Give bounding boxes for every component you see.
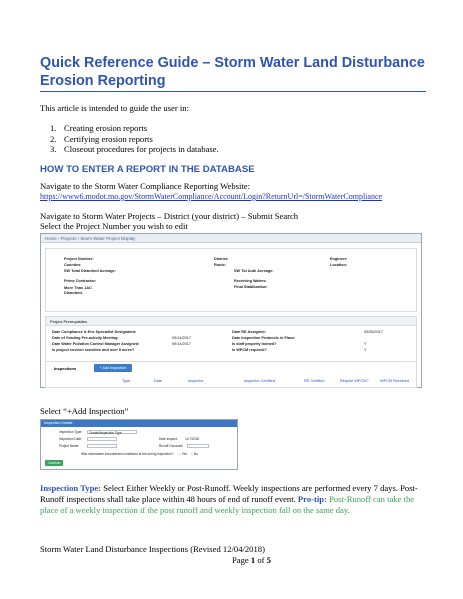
nav-projects-text: Navigate to Storm Water Projects – District (your district) – Submit Search xyxy=(40,211,299,221)
page-number: 1 xyxy=(250,555,256,565)
column-header[interactable]: Date xyxy=(154,379,163,383)
project-name-input[interactable] xyxy=(87,444,117,448)
column-header[interactable]: WPCM Received xyxy=(380,379,409,383)
field-label: Inspection Type: xyxy=(59,430,83,434)
page-total: 5 xyxy=(266,555,271,565)
project-prerequisites-card: Project Prerequisites Date Compliance & Env Specialist Designated: Date of Grading Pre-activity Meeting: Date Water Pollution Control Manager Assigned: Is project environ sensitive and over 5 acres? 09/14/2017 09/14/2017 Date RE Assigned: Date Inspection Protocols in Place: Is staff properly trained? Is WPCM required? 09/05/2017 Y Y Inspections + Add Inspection Type Date Inspector Inspector Certified RE Certified Require WPCM? WPCM Received xyxy=(45,316,417,388)
column-header[interactable]: Inspector Certified xyxy=(244,379,275,383)
inspection-details-screenshot xyxy=(40,419,238,470)
page-title: Quick Reference Guide – Storm Water Land Disturbance Erosion Reporting xyxy=(40,55,425,89)
field-label: Inspection Date: xyxy=(59,437,83,441)
list-item: 1. Creating erosion reports xyxy=(50,123,148,133)
runoff-occurred-input[interactable] xyxy=(187,444,209,448)
field-label: Runoff Occurred: xyxy=(159,444,184,448)
inspection-date-input[interactable] xyxy=(87,437,117,441)
breadcrumb: Home › Projects › Storm Water Project Display xyxy=(41,234,421,243)
pro-tip-label: Pro-tip: xyxy=(297,494,327,505)
date-inspect-value: 11/7/2018 xyxy=(185,437,199,441)
footer-line: Storm Water Land Disturbance Inspections (Revised 12/04/2018) xyxy=(40,544,265,554)
add-inspection-button[interactable]: + Add Inspection xyxy=(94,364,132,372)
project-info-card: Project Number: Counties: SW Total Disturbed Acreage: Prime Contractor: More Than 1AC Disturbed: District: Route: Engineer: Location: SW Tot Auth Acreage: Receiving Waters: Final Stabilization: xyxy=(45,248,417,312)
inspections-table-header xyxy=(46,377,416,387)
inspection-type-text: Select Either Weekly or Post-Runoff. Weekly inspections are performed every 7 days. Post-Runoff inspections shall take place within 48 hours of end of runoff event. xyxy=(40,483,418,505)
inspection-type-paragraph xyxy=(40,483,432,517)
inspection-details-header: Inspection Details xyxy=(41,420,237,427)
list-item: 2. Certifying erosion reports xyxy=(50,133,153,144)
section-heading: HOW TO ENTER A REPORT IN THE DATABASE xyxy=(40,164,255,175)
field-label: Project Name: xyxy=(59,444,80,448)
inspections-label: Inspections xyxy=(54,366,77,371)
field-label: Date Inspect: xyxy=(159,437,178,441)
option-yes[interactable]: ○ Yes xyxy=(179,452,187,456)
select-project-text: Select the Project Number you wish to edit xyxy=(40,221,188,231)
intro-text: This article is intended to guide the user in: xyxy=(40,103,189,113)
list-item: 3. Closeout procedures for projects in database. xyxy=(50,144,219,154)
encountered-question: Was stormwater encountered conditions at the during inspection? xyxy=(81,452,174,456)
column-header[interactable]: RE Certified xyxy=(304,379,325,383)
title-rule xyxy=(40,91,426,92)
column-header[interactable]: Type xyxy=(122,379,131,383)
guide-list xyxy=(50,123,219,155)
inspections-row xyxy=(46,361,416,375)
prereq-header: Project Prerequisites xyxy=(46,317,416,326)
project-display-screenshot xyxy=(40,233,422,388)
column-header[interactable]: Require WPCM? xyxy=(340,379,369,383)
inspection-type-label: Inspection Type: xyxy=(40,483,102,493)
inspection-type-select[interactable]: Create/Inspection Type xyxy=(87,430,137,434)
continue-button[interactable]: Continue xyxy=(45,460,63,466)
column-header[interactable]: Inspector xyxy=(188,379,204,383)
footer-page: Page 1 of 5 xyxy=(232,555,271,565)
option-no[interactable]: ○ No xyxy=(191,452,198,456)
website-link[interactable]: https://www6.modot.mo.gov/StormWaterCompliance/Account/Login?ReturnUrl=/StormWaterCompliance xyxy=(40,192,383,201)
pro-tip-text: Post-Runoff can take the place of a weekly inspection if the post runoff and weekly inspection fall on the same day. xyxy=(40,494,415,516)
nav-website-text: Navigate to the Storm Water Compliance Reporting Website: xyxy=(40,181,250,191)
select-add-text: Select “+Add Inspection” xyxy=(40,406,129,416)
